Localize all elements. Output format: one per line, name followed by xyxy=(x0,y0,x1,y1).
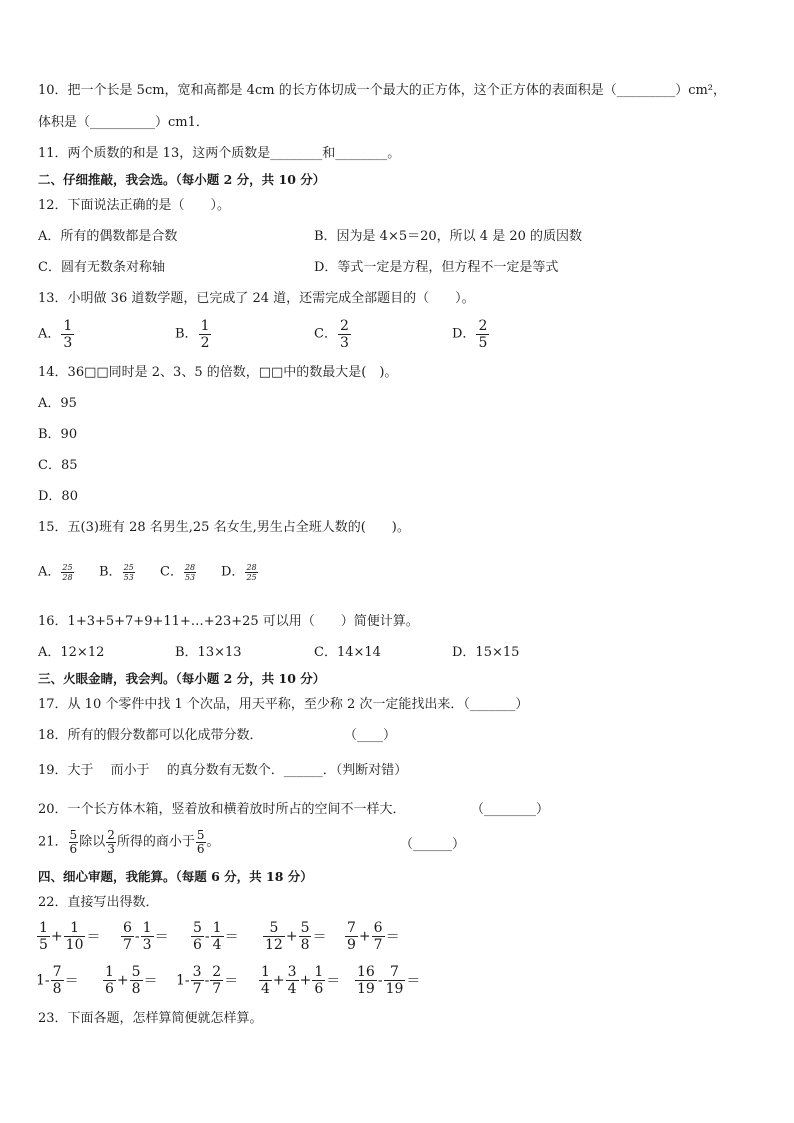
q23-text: 23．下面各题，怎样算简便就怎样算。 xyxy=(38,1011,263,1026)
q21-prefix: 21． xyxy=(38,834,68,850)
option-label: B． xyxy=(175,326,198,342)
q15-option-d xyxy=(221,563,259,582)
q22-expr-r1-2: $\frac{6}{7}$ - $\frac{1}{3}$ ＝ xyxy=(123,920,169,953)
q15-stem: 15．五(3)班有 28 名男生,25 名女生,男生占全班人数的( )。 xyxy=(38,520,410,535)
q22-expr-r2-3: 1- $\frac{3}{7}$ - $\frac{2}{7}$ ＝ xyxy=(176,964,239,997)
q21-line xyxy=(38,829,220,856)
q16-stem: 16．1+3+5+7+9+11+…+23+25 可以用（ ）简便计算。 xyxy=(38,614,419,629)
q21-mid: 除以 xyxy=(79,834,106,850)
q18-blank: （____） xyxy=(344,728,397,743)
option-label: D． xyxy=(221,564,245,580)
fraction: $\frac{28}{53}$ xyxy=(184,563,196,582)
fraction: $\frac{2}{5}$ xyxy=(478,318,488,351)
q14-option-c: C．85 xyxy=(38,458,78,473)
fraction: $\frac{1}{2}$ xyxy=(200,318,210,351)
q16-option-b: B．13×13 xyxy=(175,645,242,660)
q14-option-d: D．80 xyxy=(38,489,78,504)
q12-option-c: C．圆有无数条对称轴 xyxy=(38,260,165,275)
fraction: $\frac{5}{6}$ xyxy=(196,828,205,856)
q12-stem: 12．下面说法正确的是（ ）。 xyxy=(38,198,231,213)
q15-option-b xyxy=(99,563,136,582)
q13-option-c xyxy=(314,318,352,351)
option-label: B． xyxy=(99,564,122,580)
q18-text: 18．所有的假分数都可以化成带分数． xyxy=(38,728,263,743)
q22-expr-r2-2: $\frac{1}{6}$ + $\frac{5}{8}$ ＝ xyxy=(105,964,158,997)
q19-text: 19．大于 而小于 的真分数有无数个．______．（判断对错） xyxy=(38,763,408,778)
q15-option-c xyxy=(160,563,197,582)
fraction: $\frac{5}{6}$ xyxy=(69,828,78,856)
q14-stem: 14．36□□同时是 2、3、5 的倍数，□□中的数最大是( )。 xyxy=(38,365,398,380)
q14-option-a: A．95 xyxy=(38,396,77,411)
fraction: $\frac{2}{3}$ xyxy=(339,318,349,351)
q13-option-d xyxy=(452,318,490,351)
q10-line2: 体积是（__________）cm1． xyxy=(38,115,209,130)
q22-expr-r2-4: $\frac{1}{4}$ + $\frac{3}{4}$ + $\frac{1}{6}$ ＝ xyxy=(261,964,341,997)
q20-blank: （________） xyxy=(471,802,550,817)
fraction: $\frac{1}{3}$ xyxy=(63,318,73,351)
q16-option-c: C．14×14 xyxy=(314,645,381,660)
q22-expr-r1-3: $\frac{5}{6}$ - $\frac{1}{4}$ ＝ xyxy=(193,920,239,953)
q22-stem: 22．直接写出得数． xyxy=(38,895,159,910)
q12-option-a: A．所有的偶数都是合数 xyxy=(38,229,178,244)
q13-option-b xyxy=(175,318,212,351)
fraction: $\frac{2}{3}$ xyxy=(107,828,115,856)
q11-text: 11．两个质数的和是 13，这两个质数是________和________。 xyxy=(38,146,401,161)
q22-expr-r2-1: 1- $\frac{7}{8}$ ＝ xyxy=(36,964,79,997)
q17-text: 17．从 10 个零件中找 1 个次品，用天平称，至少称 2 次一定能找出来．（_______） xyxy=(38,697,529,712)
q16-option-d: D．15×15 xyxy=(452,645,520,660)
q22-expr-r2-5: $\frac{16}{19}$ - $\frac{7}{19}$ ＝ xyxy=(357,964,421,997)
section4-title: 四、细心审题，我能算。（每题 6 分，共 18 分） xyxy=(38,869,313,884)
fraction: $\frac{25}{53}$ xyxy=(123,563,134,582)
q21-end: 。 xyxy=(206,834,220,850)
section3-title: 三、火眼金睛，我会判。（每小题 2 分，共 10 分） xyxy=(38,671,326,686)
q22-expr-r1-1: $\frac{1}{5}$ + $\frac{1}{10}$ ＝ xyxy=(39,920,101,953)
option-label: C． xyxy=(160,564,183,580)
q21-blank: （______） xyxy=(400,837,466,852)
section2-title: 二、仔细推敲，我会选。（每小题 2 分，共 10 分） xyxy=(38,172,326,187)
fraction: $\frac{25}{28}$ xyxy=(62,563,73,582)
q12-option-d: D．等式一定是方程，但方程不一定是等式 xyxy=(314,260,559,275)
option-label: A． xyxy=(38,564,61,580)
q21-mid2: 所得的商小于 xyxy=(116,834,195,850)
q13-stem: 13．小明做 36 道数学题，已完成了 24 道，还需完成全部题目的（ ）。 xyxy=(38,291,475,306)
q20-text: 20．一个长方体木箱，竖着放和横着放时所占的空间不一样大． xyxy=(38,802,406,817)
option-label: D． xyxy=(452,326,476,342)
q10-line1: 10．把一个长是 5cm，宽和高都是 4cm 的长方体切成一个最大的正方体，这个正方体的表面积是（_________）cm²， xyxy=(38,83,727,98)
q16-option-a: A．12×12 xyxy=(38,645,105,660)
option-label: A． xyxy=(38,326,61,342)
q13-option-a xyxy=(38,318,75,351)
q12-option-b: B．因为是 4×5＝20，所以 4 是 20 的质因数 xyxy=(314,229,583,244)
q22-expr-r1-5: $\frac{7}{9}$ + $\frac{6}{7}$ ＝ xyxy=(347,920,400,953)
q15-option-a xyxy=(38,563,75,582)
fraction: $\frac{28}{25}$ xyxy=(246,563,257,582)
q14-option-b: B．90 xyxy=(38,427,78,442)
option-label: C． xyxy=(314,326,337,342)
q22-expr-r1-4: $\frac{5}{12}$ + $\frac{5}{8}$ ＝ xyxy=(265,920,327,953)
